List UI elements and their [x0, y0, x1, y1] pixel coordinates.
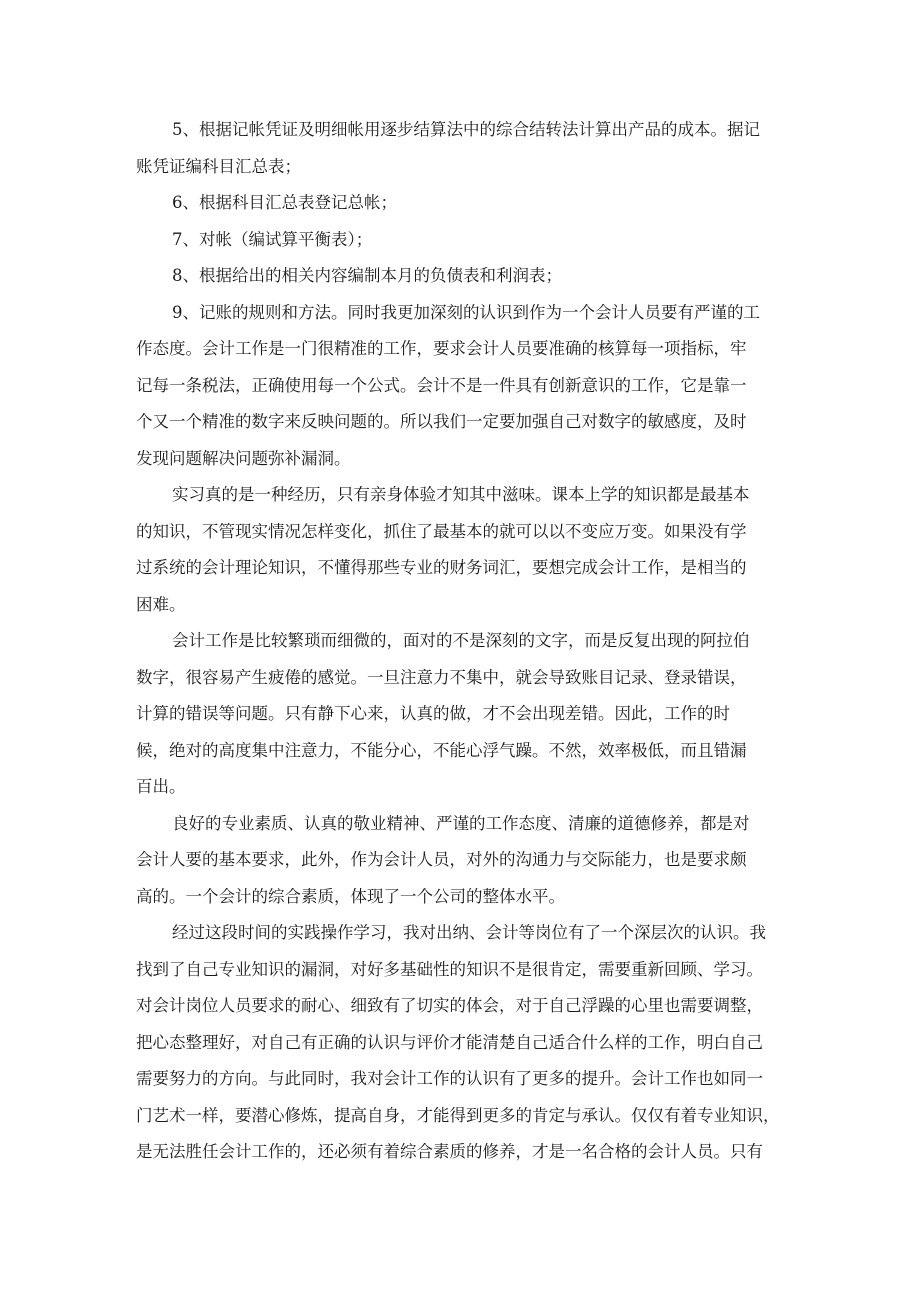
text-line: 是无法胜任会计工作的，还必须有着综合素质的修养，才是一名合格的会计人员。只有 [136, 1142, 763, 1161]
text-line: 数字，很容易产生疲倦的感觉。一旦注意力不集中，就会导致账目记录、登录错误， [136, 667, 747, 687]
text-line: 困难。 [136, 594, 186, 614]
text-line: 会计人要的基本要求，此外，作为会计人员，对外的沟通力与交际能力，也是要求颇 [136, 850, 747, 869]
text-line: 的知识，不管现实情况怎样变化，抓住了最基本的就可以以不变应万变。如果没有学 [136, 521, 747, 541]
text-line: 账凭证编科目汇总表； [136, 156, 301, 176]
text-line: 对会计岗位人员要求的耐心、细致有了切实的体会，对于自己浮躁的心里也需要调整， [136, 996, 763, 1015]
text-line: 7、对帐（编试算平衡表）； [172, 229, 373, 249]
text-line: 良好的专业素质、认真的敬业精神、严谨的工作态度、清廉的道德修养，都是对 [172, 813, 750, 833]
text-line: 记每一条税法，正确使用每一个公式。会计不是一件具有创新意识的工作，它是靠一 [136, 375, 747, 395]
text-line: 个又一个精准的数字来反映问题的。所以我们一定要加强自己对数字的敏感度，及时 [136, 412, 747, 431]
text-line: 计算的错误等问题。只有静下心来，认真的做，才不会出现差错。因此，工作的时 [136, 704, 730, 723]
text-line: 作态度。会计工作是一门很精准的工作，要求会计人员要准确的核算每一项指标，牢 [136, 339, 747, 358]
text-line: 5、根据记帐凭证及明细帐用逐步结算法中的综合结转法计算出产品的成本。据记 [172, 120, 760, 139]
text-line: 经过这段时间的实践操作学习，我对出纳、会计等岗位有了一个深层次的认识。我 [172, 923, 766, 942]
text-line: 实习真的是一种经历，只有亲身体验才知其中滋味。课本上学的知识都是最基本 [172, 485, 750, 504]
text-line: 候，绝对的高度集中注意力，不能分心，不能心浮气躁。不然，效率极低，而且错漏 [136, 740, 747, 760]
text-line: 找到了自己专业知识的漏洞，对好多基础性的知识不是很肯定，需要重新回顾、学习。 [136, 959, 763, 979]
text-line: 百出。 [136, 777, 186, 796]
text-line: 过系统的会计理论知识，不懂得那些专业的财务词汇，要想完成会计工作，是相当的 [136, 558, 747, 577]
text-line: 门艺术一样，要潜心修炼，提高自身，才能得到更多的肯定与承认。仅仅有着专业知识， [136, 1105, 780, 1125]
text-line: 需要努力的方向。与此同时，我对会计工作的认识有了更多的提升。会计工作也如同一 [136, 1069, 763, 1088]
text-line: 9、记账的规则和方法。同时我更加深刻的认识到作为一个会计人员要有严谨的工 [172, 302, 760, 322]
text-line: 高的。一个会计的综合素质，体现了一个公司的整体水平。 [136, 886, 565, 906]
text-line: 8、根据给出的相关内容编制本月的负债表和利润表； [172, 266, 562, 285]
text-line: 6、根据科目汇总表登记总帐； [172, 193, 397, 212]
text-line: 发现问题解决问题弥补漏洞。 [136, 448, 351, 468]
document-body [136, 112, 796, 1171]
text-line: 会计工作是比较繁琐而细微的，面对的不是深刻的文字，而是反复出现的阿拉伯 [172, 631, 750, 650]
text-line: 把心态整理好，对自己有正确的认识与评价才能清楚自己适合什么样的工作，明白自己 [136, 1032, 763, 1052]
